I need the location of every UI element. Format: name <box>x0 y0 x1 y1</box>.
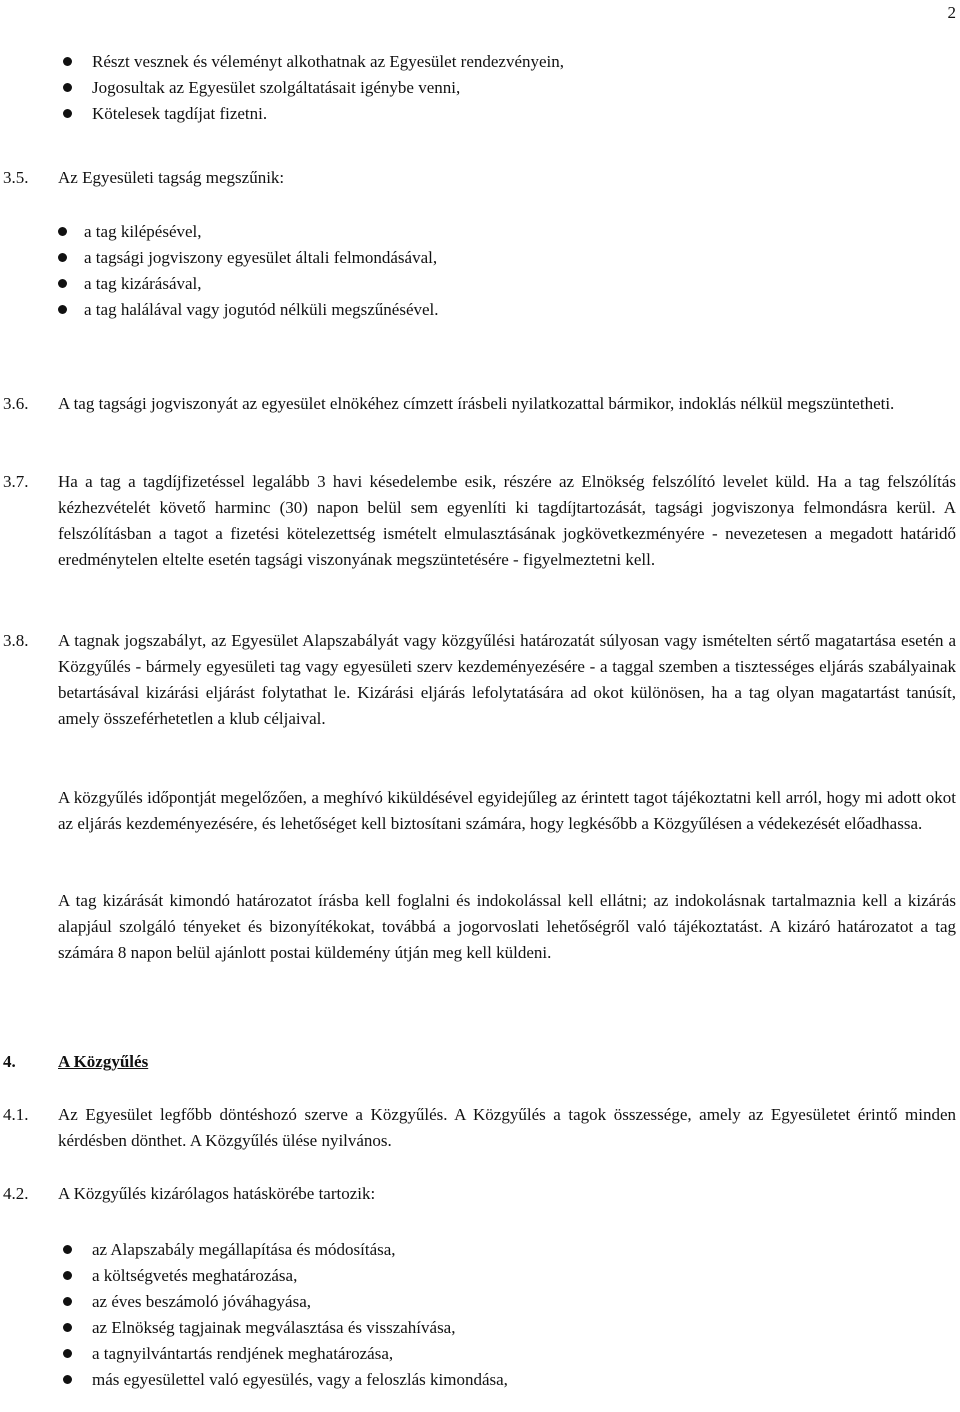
section-text: Ha a tag a tagdíjfizetéssel legalább 3 havi késedelembe esik, részére az Elnökség felszólító levelet küld. Ha a tag felszólítás kézhezvételét követő harminc (30) napon belül sem egyenlíti ki tagdíjtartozását, tagsági jogviszonya felmondásra kerül. A felszólításban a tagot a fizetési kötelezettség ismételt elmulasztásának jogkövetkezményére - nevezetesen a megadott határidő eredménytelen eltelte esetén tagsági viszonyának megszüntetésére - figyelmeztetni kell. <box>58 472 956 569</box>
list-item: az Alapszabály megállapítása és módosítása, <box>0 1237 900 1263</box>
section-text: Az Egyesületi tagság megszűnik: <box>58 168 285 187</box>
bullet-icon <box>63 1375 72 1384</box>
section-paragraph: A tagnak jogszabályt, az Egyesület Alapszabályát vagy közgyűlési határozatát súlyosan vagy ismételten sértő magatartása esetén a Közgyűlés - bármely egyesületi tag vagy egyesületi szerv kezdeményezésére - a taggal szemben a tisztességes eljárás szabályainak betartásával kizárási eljárást folytathat le. Kizárási eljárás lefolytatására ad okot különösen, ha a tag olyan magatartást tanúsít, amely összeférhetetlen a klub céljaival. <box>58 631 956 728</box>
list-item: a tagsági jogviszony egyesület általi felmondásával, <box>0 245 900 271</box>
list-item: a költségvetés meghatározása, <box>0 1263 900 1289</box>
list-item: a tag halálával vagy jogutód nélküli megszűnésével. <box>0 297 900 323</box>
bullet-icon <box>58 253 67 262</box>
section-text: A tag tagsági jogviszonyát az egyesület elnökéhez címzett írásbeli nyilatkozattal bármikor, indoklás nélkül megszüntetheti. <box>58 394 895 413</box>
section-number: 3.5. <box>3 168 29 187</box>
bullet-icon <box>63 1245 72 1254</box>
bullet-icon <box>63 109 72 118</box>
section-number: 4. <box>3 1052 16 1071</box>
bullet-icon <box>58 227 67 236</box>
bullet-icon <box>63 1323 72 1332</box>
termination-list <box>0 219 900 323</box>
general-assembly-powers-list <box>0 1237 900 1393</box>
section-number: 3.7. <box>3 472 29 491</box>
section-paragraph: A közgyűlés időpontját megelőzően, a meghívó kiküldésével egyidejűleg az érintett tagot tájékoztatni kell arról, hogy mi adott okot az eljárás kezdeményezésére, és lehetőséget kell biztosítani számára, hogy legkésőbb a Közgyűlésen a védekezését előadhassa. <box>58 788 956 833</box>
section-number: 4.2. <box>3 1184 29 1203</box>
section-paragraph: A tag kizárását kimondó határozatot írásba kell foglalni és indokolással kell ellátni; az indokolásnak tartalmaznia kell a kizárás alapjául szolgáló tényeket és bizonyítékokat, továbbá a jogorvoslati lehetőségről való tájékoztatást. A kizáró határozatot a tag számára 8 napon belül ajánlott postai küldemény útján meg kell küldeni. <box>58 891 956 962</box>
bullet-icon <box>63 57 72 66</box>
list-item: Kötelesek tagdíjat fizetni. <box>0 101 900 127</box>
section-number: 4.1. <box>3 1105 29 1124</box>
bullet-icon <box>63 1349 72 1358</box>
section-text: A Közgyűlés kizárólagos hatáskörébe tartozik: <box>58 1184 376 1203</box>
list-item: a tag kizárásával, <box>0 271 900 297</box>
list-item: az Elnökség tagjainak megválasztása és visszahívása, <box>0 1315 900 1341</box>
bullet-icon <box>58 305 67 314</box>
bullet-icon <box>63 1271 72 1280</box>
section-number: 3.6. <box>3 394 29 413</box>
section-text: Az Egyesület legfőbb döntéshozó szerve a Közgyűlés. A Közgyűlés a tagok összessége, amely az Egyesületet érintő minden kérdésben dönthet. A Közgyűlés ülése nyilvános. <box>58 1105 956 1150</box>
list-item: Részt vesznek és véleményt alkothatnak az Egyesület rendezvényein, <box>0 49 900 75</box>
bullet-icon <box>63 83 72 92</box>
bullet-icon <box>63 1297 72 1306</box>
list-item: más egyesülettel való egyesülés, vagy a feloszlás kimondása, <box>0 1367 900 1393</box>
list-item: a tagnyilvántartás rendjének meghatározása, <box>0 1341 900 1367</box>
list-item: az éves beszámoló jóváhagyása, <box>0 1289 900 1315</box>
list-item: Jogosultak az Egyesület szolgáltatásait igénybe venni, <box>0 75 900 101</box>
section-title: A Közgyűlés <box>58 1052 149 1071</box>
section-number: 3.8. <box>3 631 29 650</box>
page-number: 2 <box>947 3 956 22</box>
list-item: a tag kilépésével, <box>0 219 900 245</box>
member-rights-list <box>0 49 900 127</box>
bullet-icon <box>58 279 67 288</box>
